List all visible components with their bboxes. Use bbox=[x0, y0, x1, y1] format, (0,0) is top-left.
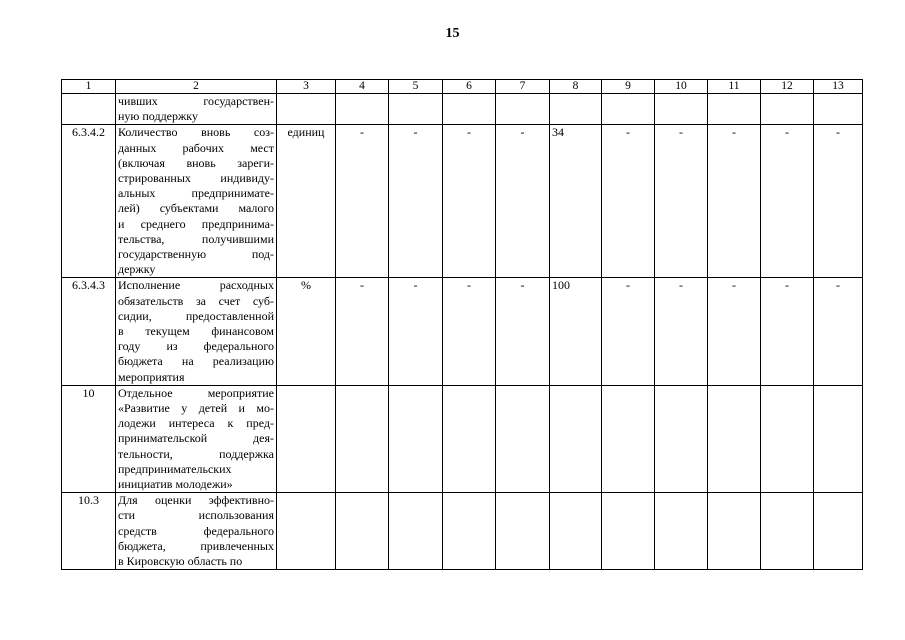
indicator-name-line: мероприятия bbox=[118, 369, 185, 384]
row-number-cell bbox=[62, 94, 116, 125]
column-header: 9 bbox=[602, 80, 655, 94]
value-cell-col5: - bbox=[389, 278, 443, 385]
column-header: 11 bbox=[708, 80, 761, 94]
value-cell-col10 bbox=[655, 94, 708, 125]
value-cell-col11 bbox=[708, 493, 761, 570]
indicator-name-line: держку bbox=[118, 262, 156, 277]
indicator-name-line: тельства, получившими bbox=[118, 231, 274, 246]
row-number-cell: 10 bbox=[62, 385, 116, 492]
column-header: 2 bbox=[116, 80, 277, 94]
table-row bbox=[62, 278, 863, 385]
value-cell-col8 bbox=[550, 493, 602, 570]
unit-cell bbox=[277, 385, 336, 492]
value-cell-col4 bbox=[336, 94, 389, 125]
value-cell-col6 bbox=[443, 385, 496, 492]
indicator-name-line: лей) субъектами малого bbox=[118, 201, 274, 216]
value-cell-col4: - bbox=[336, 125, 389, 278]
value-cell-col12 bbox=[761, 385, 814, 492]
row-number-cell: 10.3 bbox=[62, 493, 116, 570]
value-cell-col11 bbox=[708, 94, 761, 125]
indicator-name-cell bbox=[116, 94, 277, 125]
value-cell-col8 bbox=[550, 94, 602, 125]
indicator-name-line: в текущем финансовом bbox=[118, 324, 274, 339]
table-header-row bbox=[62, 80, 863, 94]
value-cell-col4 bbox=[336, 385, 389, 492]
value-cell-col10: - bbox=[655, 125, 708, 278]
value-cell-col12: - bbox=[761, 278, 814, 385]
value-cell-col11 bbox=[708, 385, 761, 492]
indicator-name-line: бюджета, привлеченных bbox=[118, 538, 274, 553]
table-row bbox=[62, 385, 863, 492]
column-header: 3 bbox=[277, 80, 336, 94]
indicator-name-line: тельности, поддержка bbox=[118, 446, 274, 461]
indicator-name-line: предпринимательских bbox=[118, 461, 232, 476]
column-header: 8 bbox=[550, 80, 602, 94]
value-cell-col7: - bbox=[496, 125, 550, 278]
indicator-name-line: лодежи интереса к пред- bbox=[118, 416, 274, 431]
value-cell-col8 bbox=[550, 385, 602, 492]
column-header: 7 bbox=[496, 80, 550, 94]
value-cell-col12: - bbox=[761, 125, 814, 278]
indicator-name-line: (включая вновь зареги- bbox=[118, 155, 274, 170]
indicator-name-line: Количество вновь соз- bbox=[118, 125, 274, 140]
value-cell-col7 bbox=[496, 94, 550, 125]
indicator-name-line: бюджета на реализацию bbox=[118, 354, 274, 369]
indicator-name-line: обязательств за счет суб- bbox=[118, 293, 274, 308]
indicator-name-line: государственную под- bbox=[118, 247, 274, 262]
value-cell-col13: - bbox=[814, 278, 863, 385]
unit-cell bbox=[277, 94, 336, 125]
table-row bbox=[62, 125, 863, 278]
value-cell-col9 bbox=[602, 493, 655, 570]
row-number-cell: 6.3.4.3 bbox=[62, 278, 116, 385]
value-cell-col13 bbox=[814, 94, 863, 125]
value-cell-col10 bbox=[655, 385, 708, 492]
value-cell-col5 bbox=[389, 94, 443, 125]
value-cell-col12 bbox=[761, 94, 814, 125]
column-header: 5 bbox=[389, 80, 443, 94]
indicator-name-cell bbox=[116, 385, 277, 492]
column-header: 1 bbox=[62, 80, 116, 94]
table-row bbox=[62, 493, 863, 570]
indicator-name-line: Для оценки эффективно- bbox=[118, 493, 274, 508]
value-cell-col7: - bbox=[496, 278, 550, 385]
value-cell-col5 bbox=[389, 385, 443, 492]
column-header: 12 bbox=[761, 80, 814, 94]
page-number: 15 bbox=[445, 26, 460, 41]
indicator-name-line: принимательской дея- bbox=[118, 431, 274, 446]
value-cell-col11: - bbox=[708, 278, 761, 385]
table-row bbox=[62, 94, 863, 125]
column-header: 4 bbox=[336, 80, 389, 94]
value-cell-col10: - bbox=[655, 278, 708, 385]
indicator-name-line: данных рабочих мест bbox=[118, 140, 274, 155]
indicator-name-line: «Развитие у детей и мо- bbox=[118, 401, 274, 416]
value-cell-col11: - bbox=[708, 125, 761, 278]
indicator-name-line: сти использования bbox=[118, 508, 274, 523]
value-cell-col13 bbox=[814, 385, 863, 492]
value-cell-col6 bbox=[443, 493, 496, 570]
indicator-table bbox=[61, 79, 863, 570]
indicator-name-line: альных предпринимате- bbox=[118, 186, 274, 201]
value-cell-col13 bbox=[814, 493, 863, 570]
value-cell-col6: - bbox=[443, 125, 496, 278]
indicator-name-line: средств федерального bbox=[118, 523, 274, 538]
value-cell-col12 bbox=[761, 493, 814, 570]
value-cell-col8: 34 bbox=[550, 125, 602, 278]
indicator-name-line: стрированных индивиду- bbox=[118, 171, 274, 186]
value-cell-col9: - bbox=[602, 278, 655, 385]
unit-cell bbox=[277, 493, 336, 570]
value-cell-col4: - bbox=[336, 278, 389, 385]
indicator-name-cell bbox=[116, 125, 277, 278]
indicator-name-line: Отдельное мероприятие bbox=[118, 385, 274, 400]
value-cell-col8: 100 bbox=[550, 278, 602, 385]
value-cell-col10 bbox=[655, 493, 708, 570]
value-cell-col9 bbox=[602, 385, 655, 492]
unit-cell: единиц bbox=[277, 125, 336, 278]
indicator-name-cell bbox=[116, 278, 277, 385]
indicator-name-line: чивших государствен- bbox=[118, 94, 274, 108]
value-cell-col9: - bbox=[602, 125, 655, 278]
indicator-name-line: и среднего предпринима- bbox=[118, 216, 274, 231]
value-cell-col6: - bbox=[443, 278, 496, 385]
indicator-name-line: инициатив молодежи» bbox=[118, 477, 233, 492]
value-cell-col13: - bbox=[814, 125, 863, 278]
value-cell-col5 bbox=[389, 493, 443, 570]
value-cell-col5: - bbox=[389, 125, 443, 278]
indicator-name-line: Исполнение расходных bbox=[118, 278, 274, 293]
indicator-name-line: году из федерального bbox=[118, 339, 274, 354]
indicator-name-line: сидии, предоставленной bbox=[118, 308, 274, 323]
value-cell-col7 bbox=[496, 385, 550, 492]
value-cell-col7 bbox=[496, 493, 550, 570]
row-number-cell: 6.3.4.2 bbox=[62, 125, 116, 278]
indicator-name-line: ную поддержку bbox=[118, 109, 198, 124]
column-header: 13 bbox=[814, 80, 863, 94]
indicator-name-cell bbox=[116, 493, 277, 570]
unit-cell: % bbox=[277, 278, 336, 385]
value-cell-col9 bbox=[602, 94, 655, 125]
indicator-name-line: в Кировскую область по bbox=[118, 554, 243, 569]
value-cell-col4 bbox=[336, 493, 389, 570]
column-header: 10 bbox=[655, 80, 708, 94]
column-header: 6 bbox=[443, 80, 496, 94]
value-cell-col6 bbox=[443, 94, 496, 125]
